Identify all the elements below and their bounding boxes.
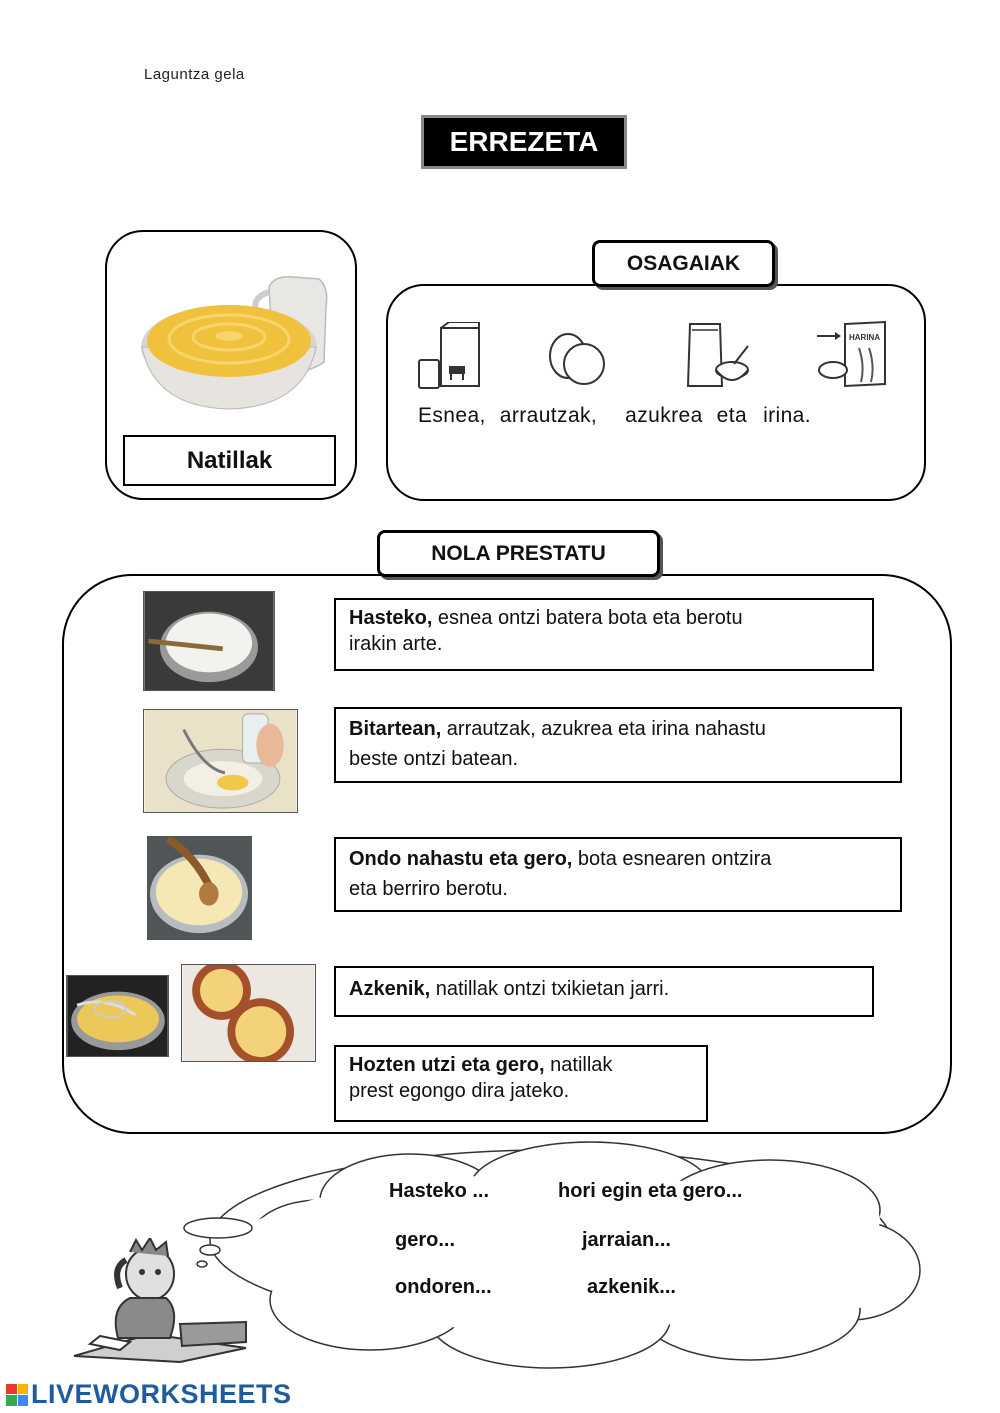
thought-cloud: [170, 1140, 930, 1380]
ingredients-text: [418, 404, 811, 428]
connector-hori-egin: hori egin eta gero...: [558, 1180, 743, 1202]
flour-bag-label: HARINA: [849, 333, 881, 342]
connector-hasteko: Hasteko ...: [389, 1180, 490, 1202]
connector-gero: gero...: [395, 1229, 456, 1251]
ingredient-flour: irina.: [763, 404, 811, 427]
milk-carton-icon: [417, 322, 483, 390]
step-4-text: natillak ontzi txikietan jarri.: [430, 978, 670, 1000]
step-3-text: bota esnearen ontzira: [572, 848, 772, 870]
step-2: [334, 707, 902, 783]
connector-jarraian: jarraian...: [582, 1229, 671, 1251]
step2-photo: [143, 709, 298, 813]
step-4: [334, 966, 874, 1017]
step-2-text: arrautzak, azukrea eta irina nahastu: [441, 718, 766, 740]
ingredient-eggs: arrautzak,: [499, 404, 598, 427]
dish-name-label: Natillak: [123, 435, 336, 486]
ingredient-and: eta: [716, 404, 748, 427]
dish-card: [105, 230, 357, 500]
page-title: ERREZETA: [421, 115, 627, 169]
step4-photo-whisk: [66, 975, 169, 1057]
connector-ondoren: ondoren...: [395, 1276, 492, 1298]
liveworksheets-logo: [6, 1379, 292, 1410]
logo-text: LIVEWORKSHEETS: [31, 1379, 292, 1409]
ingredient-milk: Esnea,: [418, 404, 486, 427]
ingredients-heading: OSAGAIAK: [592, 240, 775, 287]
flour-bag-icon: [815, 318, 889, 390]
school-label: Laguntza gela: [144, 66, 245, 83]
preparation-heading: NOLA PRESTATU: [377, 530, 660, 577]
step-3-bold: Ondo nahastu eta gero,: [349, 848, 573, 870]
step3-photo: [147, 836, 252, 940]
ingredients-card: [386, 284, 926, 501]
step-1-bold: Hasteko,: [349, 607, 433, 629]
logo-mark-icon: [6, 1384, 28, 1406]
step1-photo: [143, 591, 275, 691]
step-2-bold: Bitartean,: [349, 718, 442, 740]
thinking-boy-illustration: [70, 1238, 255, 1363]
step-1-line2: irakin arte.: [349, 633, 443, 655]
step-1-text: esnea ontzi batera bota eta berotu: [432, 607, 743, 629]
step-1: [334, 598, 874, 671]
ingredient-sugar: azukrea: [625, 404, 703, 427]
sugar-bag-icon: [686, 320, 752, 390]
step-3: [334, 837, 902, 912]
step-5-bold: Hozten utzi eta gero,: [349, 1054, 545, 1076]
eggs-icon: [546, 332, 608, 386]
step-3-line2: eta berriro berotu.: [349, 878, 508, 900]
step-4-bold: Azkenik,: [349, 978, 431, 1000]
step-5-text: natillak: [544, 1054, 613, 1076]
step-5-line2: prest egongo dira jateko.: [349, 1080, 570, 1102]
connector-azkenik: azkenik...: [587, 1276, 676, 1298]
step-5: [334, 1045, 708, 1122]
step-2-line2: beste ontzi batean.: [349, 748, 519, 770]
custard-bowl-image: [134, 267, 334, 427]
step4-photo-cups: [181, 964, 316, 1062]
